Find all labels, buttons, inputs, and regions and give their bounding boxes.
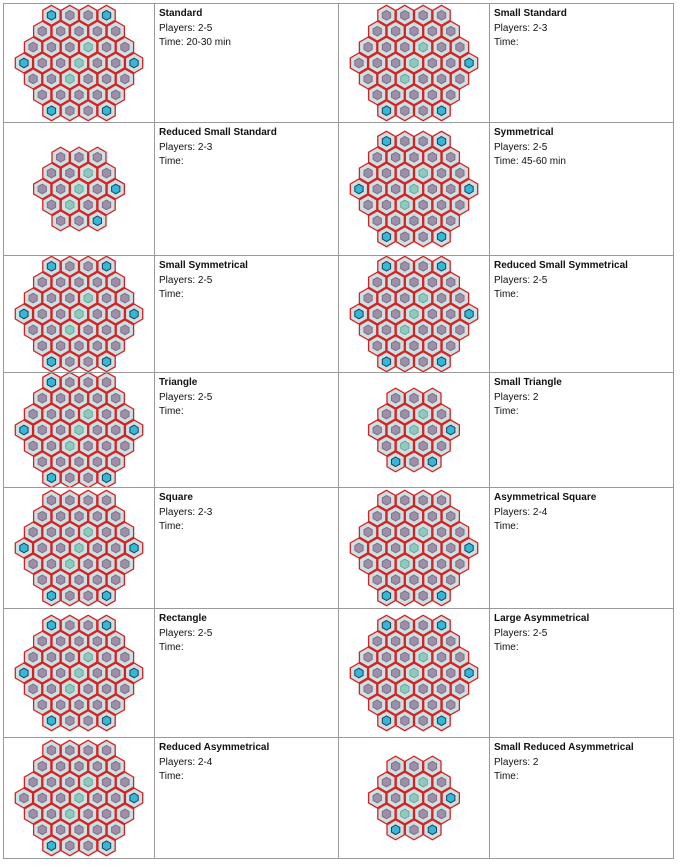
- players-line: [159, 141, 334, 156]
- map-title: Small Symmetrical: [159, 260, 248, 271]
- map-title: Symmetrical: [494, 127, 554, 138]
- map-diagram: [4, 738, 154, 858]
- map-info-cell: [155, 738, 339, 859]
- table-row: [4, 123, 674, 256]
- time-line: [494, 288, 669, 303]
- time-line: [494, 155, 669, 170]
- players-line: [159, 274, 334, 289]
- players-value: 2-5: [197, 627, 213, 639]
- players-line: [494, 22, 669, 37]
- map-image: [339, 738, 489, 858]
- home-system-hex: [460, 304, 477, 324]
- time-line: [159, 770, 334, 785]
- map-cell: [339, 256, 490, 373]
- time-line: [159, 36, 334, 51]
- time-label: Time:: [159, 289, 184, 300]
- table-row: [4, 4, 674, 123]
- map-diagram: [339, 373, 489, 487]
- map-title: Rectangle: [159, 613, 207, 624]
- players-line: [159, 391, 334, 406]
- time-value: 20-30 min: [186, 37, 231, 48]
- home-system-hex: [460, 538, 477, 558]
- players-label: Players:: [159, 274, 196, 286]
- time-label: Time:: [159, 642, 184, 653]
- map-title: Asymmetrical Square: [494, 492, 597, 503]
- map-diagram: [4, 609, 154, 737]
- map-table: [3, 3, 674, 859]
- players-label: Players:: [159, 141, 196, 153]
- map-cell: [339, 738, 490, 859]
- time-label: Time:: [494, 289, 519, 300]
- time-line: [159, 405, 334, 420]
- map-title: Reduced Small Symmetrical: [494, 260, 628, 271]
- map-image: [339, 4, 489, 122]
- map-diagram: [4, 256, 154, 372]
- players-label: Players:: [159, 391, 196, 403]
- map-cell: [339, 609, 490, 738]
- map-title: Large Asymmetrical: [494, 613, 590, 624]
- players-label: Players:: [494, 506, 531, 518]
- time-label: Time:: [494, 642, 519, 653]
- map-cell: [339, 4, 490, 123]
- map-title: Small Reduced Asymmetrical: [494, 742, 634, 753]
- map-cell: [339, 488, 490, 609]
- players-line: [494, 391, 669, 406]
- time-label: Time:: [159, 406, 184, 417]
- time-label: Time:: [159, 771, 184, 782]
- time-line: [494, 770, 669, 785]
- map-image: [4, 488, 154, 608]
- map-diagram: [4, 488, 154, 608]
- players-line: [494, 506, 669, 521]
- map-image: [4, 609, 154, 737]
- table-row: [4, 256, 674, 373]
- players-line: [494, 274, 669, 289]
- home-system-hex: [125, 663, 142, 683]
- time-line: [159, 288, 334, 303]
- map-info-cell: [155, 4, 339, 123]
- home-system-hex: [460, 53, 477, 73]
- map-diagram: [339, 488, 489, 608]
- map-diagram: [339, 4, 489, 122]
- players-label: Players:: [494, 756, 531, 768]
- home-system-hex: [460, 663, 477, 683]
- home-system-hex: [125, 788, 142, 808]
- map-cell: [4, 256, 155, 373]
- map-image: [339, 373, 489, 487]
- home-system-hex: [442, 420, 459, 440]
- map-image: [4, 4, 154, 122]
- map-info-cell: [490, 488, 674, 609]
- players-label: Players:: [159, 22, 196, 34]
- players-value: 2-5: [197, 274, 213, 286]
- map-info-cell: [155, 488, 339, 609]
- players-value: 2-5: [197, 391, 213, 403]
- time-line: [494, 36, 669, 51]
- home-system-hex: [442, 788, 459, 808]
- players-value: 2-5: [532, 274, 548, 286]
- time-line: [494, 520, 669, 535]
- map-title: Small Standard: [494, 8, 567, 19]
- time-line: [159, 641, 334, 656]
- map-image: [4, 256, 154, 372]
- players-value: 2-3: [197, 141, 213, 153]
- time-value: 45-60 min: [521, 156, 566, 167]
- map-info-cell: [155, 609, 339, 738]
- map-title: Small Triangle: [494, 377, 562, 388]
- map-title: Standard: [159, 8, 203, 19]
- players-line: [159, 756, 334, 771]
- time-line: [494, 405, 669, 420]
- map-diagram: [4, 4, 154, 122]
- time-label: Time:: [159, 521, 184, 532]
- players-label: Players:: [494, 141, 531, 153]
- time-line: [494, 641, 669, 656]
- table-row: [4, 738, 674, 859]
- map-image: [4, 738, 154, 858]
- map-title: Reduced Small Standard: [159, 127, 277, 138]
- players-value: 2: [532, 756, 539, 768]
- players-value: 2-5: [197, 22, 213, 34]
- players-value: 2-4: [532, 506, 548, 518]
- players-value: 2-3: [532, 22, 548, 34]
- home-system-hex: [125, 53, 142, 73]
- time-label: Time:: [494, 156, 519, 167]
- map-info-cell: [490, 256, 674, 373]
- map-diagram: [339, 256, 489, 372]
- map-image: [4, 123, 154, 255]
- map-info-cell: [155, 256, 339, 373]
- players-label: Players:: [159, 506, 196, 518]
- players-line: [159, 22, 334, 37]
- map-cell: [4, 123, 155, 256]
- map-image: [4, 373, 154, 487]
- map-title: Square: [159, 492, 193, 503]
- map-diagram: [339, 123, 489, 255]
- map-diagram: [4, 123, 154, 255]
- table-row: [4, 609, 674, 738]
- players-value: 2-3: [197, 506, 213, 518]
- map-info-cell: [490, 123, 674, 256]
- map-info-cell: [490, 738, 674, 859]
- players-line: [159, 627, 334, 642]
- map-info-cell: [155, 123, 339, 256]
- table-row: [4, 488, 674, 609]
- players-label: Players:: [494, 627, 531, 639]
- players-value: 2-5: [532, 141, 548, 153]
- time-label: Time:: [159, 37, 184, 48]
- map-diagram: [339, 738, 489, 858]
- time-label: Time:: [494, 406, 519, 417]
- players-label: Players:: [494, 22, 531, 34]
- players-value: 2-5: [532, 627, 548, 639]
- players-label: Players:: [494, 274, 531, 286]
- map-info-cell: [155, 373, 339, 488]
- players-label: Players:: [159, 627, 196, 639]
- players-line: [494, 141, 669, 156]
- map-image: [339, 488, 489, 608]
- home-system-hex: [125, 420, 142, 440]
- map-cell: [4, 373, 155, 488]
- home-system-hex: [125, 304, 142, 324]
- map-image: [339, 256, 489, 372]
- map-title: Triangle: [159, 377, 198, 388]
- home-system-hex: [125, 538, 142, 558]
- map-cell: [4, 4, 155, 123]
- map-image: [339, 123, 489, 255]
- players-label: Players:: [159, 756, 196, 768]
- map-cell: [4, 738, 155, 859]
- map-cell: [4, 609, 155, 738]
- map-info-cell: [490, 609, 674, 738]
- table-row: [4, 373, 674, 488]
- home-system-hex: [460, 179, 477, 199]
- players-line: [159, 506, 334, 521]
- players-line: [494, 756, 669, 771]
- map-cell: [339, 373, 490, 488]
- map-info-cell: [490, 4, 674, 123]
- players-value: 2-4: [197, 756, 213, 768]
- map-diagram: [339, 609, 489, 737]
- map-image: [339, 609, 489, 737]
- map-cell: [4, 488, 155, 609]
- map-cell: [339, 123, 490, 256]
- map-info-cell: [490, 373, 674, 488]
- players-line: [494, 627, 669, 642]
- time-label: Time:: [159, 156, 184, 167]
- home-system-hex: [107, 179, 124, 199]
- map-title: Reduced Asymmetrical: [159, 742, 270, 753]
- time-label: Time:: [494, 521, 519, 532]
- players-label: Players:: [494, 391, 531, 403]
- time-label: Time:: [494, 37, 519, 48]
- players-value: 2: [532, 391, 539, 403]
- time-line: [159, 155, 334, 170]
- time-line: [159, 520, 334, 535]
- map-diagram: [4, 373, 154, 487]
- time-label: Time:: [494, 771, 519, 782]
